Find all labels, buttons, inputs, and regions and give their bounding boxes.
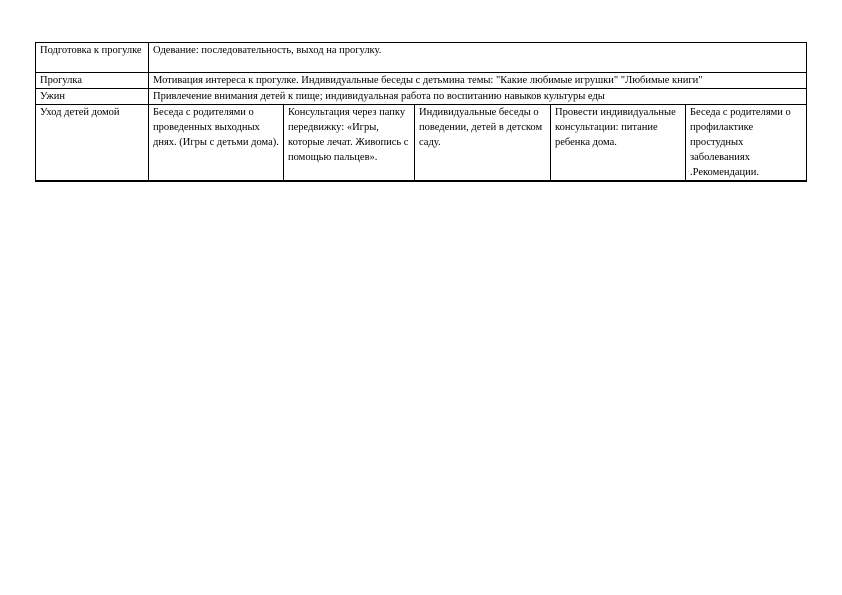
row-content-cell: Привлечение внимания детей к пище; индивидуальная работа по воспитанию навыков культуры еды (149, 89, 807, 105)
row-content-cell: Беседа с родителями о проведенных выходных днях. (Игры с детьми дома). (149, 105, 284, 182)
row-content-cell: Провести индивидуальные консультации: питание ребенка дома. (551, 105, 686, 182)
row-label-cell: Ужин (36, 89, 149, 105)
row-label-cell: Прогулка (36, 73, 149, 89)
row-content-cell: Одевание: последовательность, выход на прогулку. (149, 43, 807, 73)
row-content-cell: Консультация через папку передвижку: «Игры, которые лечат. Живопись с помощью пальцев». (284, 105, 415, 182)
row-content-cell: Индивидуальные беседы о поведении, детей в детском саду. (415, 105, 551, 182)
row-content-cell: Мотивация интереса к прогулке. Индивидуальные беседы с детьмина темы: "Какие любимые игрушки" "Любимые книги" (149, 73, 807, 89)
row-content-cell: Беседа с родителями о профилактике простудных заболеваниях .Рекомендации. (686, 105, 807, 182)
row-label-cell: Уход детей домой (36, 105, 149, 182)
table-row (36, 43, 807, 73)
daily-plan-table (35, 42, 807, 182)
table-row (36, 89, 807, 105)
row-label-cell: Подготовка к прогулке (36, 43, 149, 73)
table-row (36, 73, 807, 89)
table-row (36, 105, 807, 182)
